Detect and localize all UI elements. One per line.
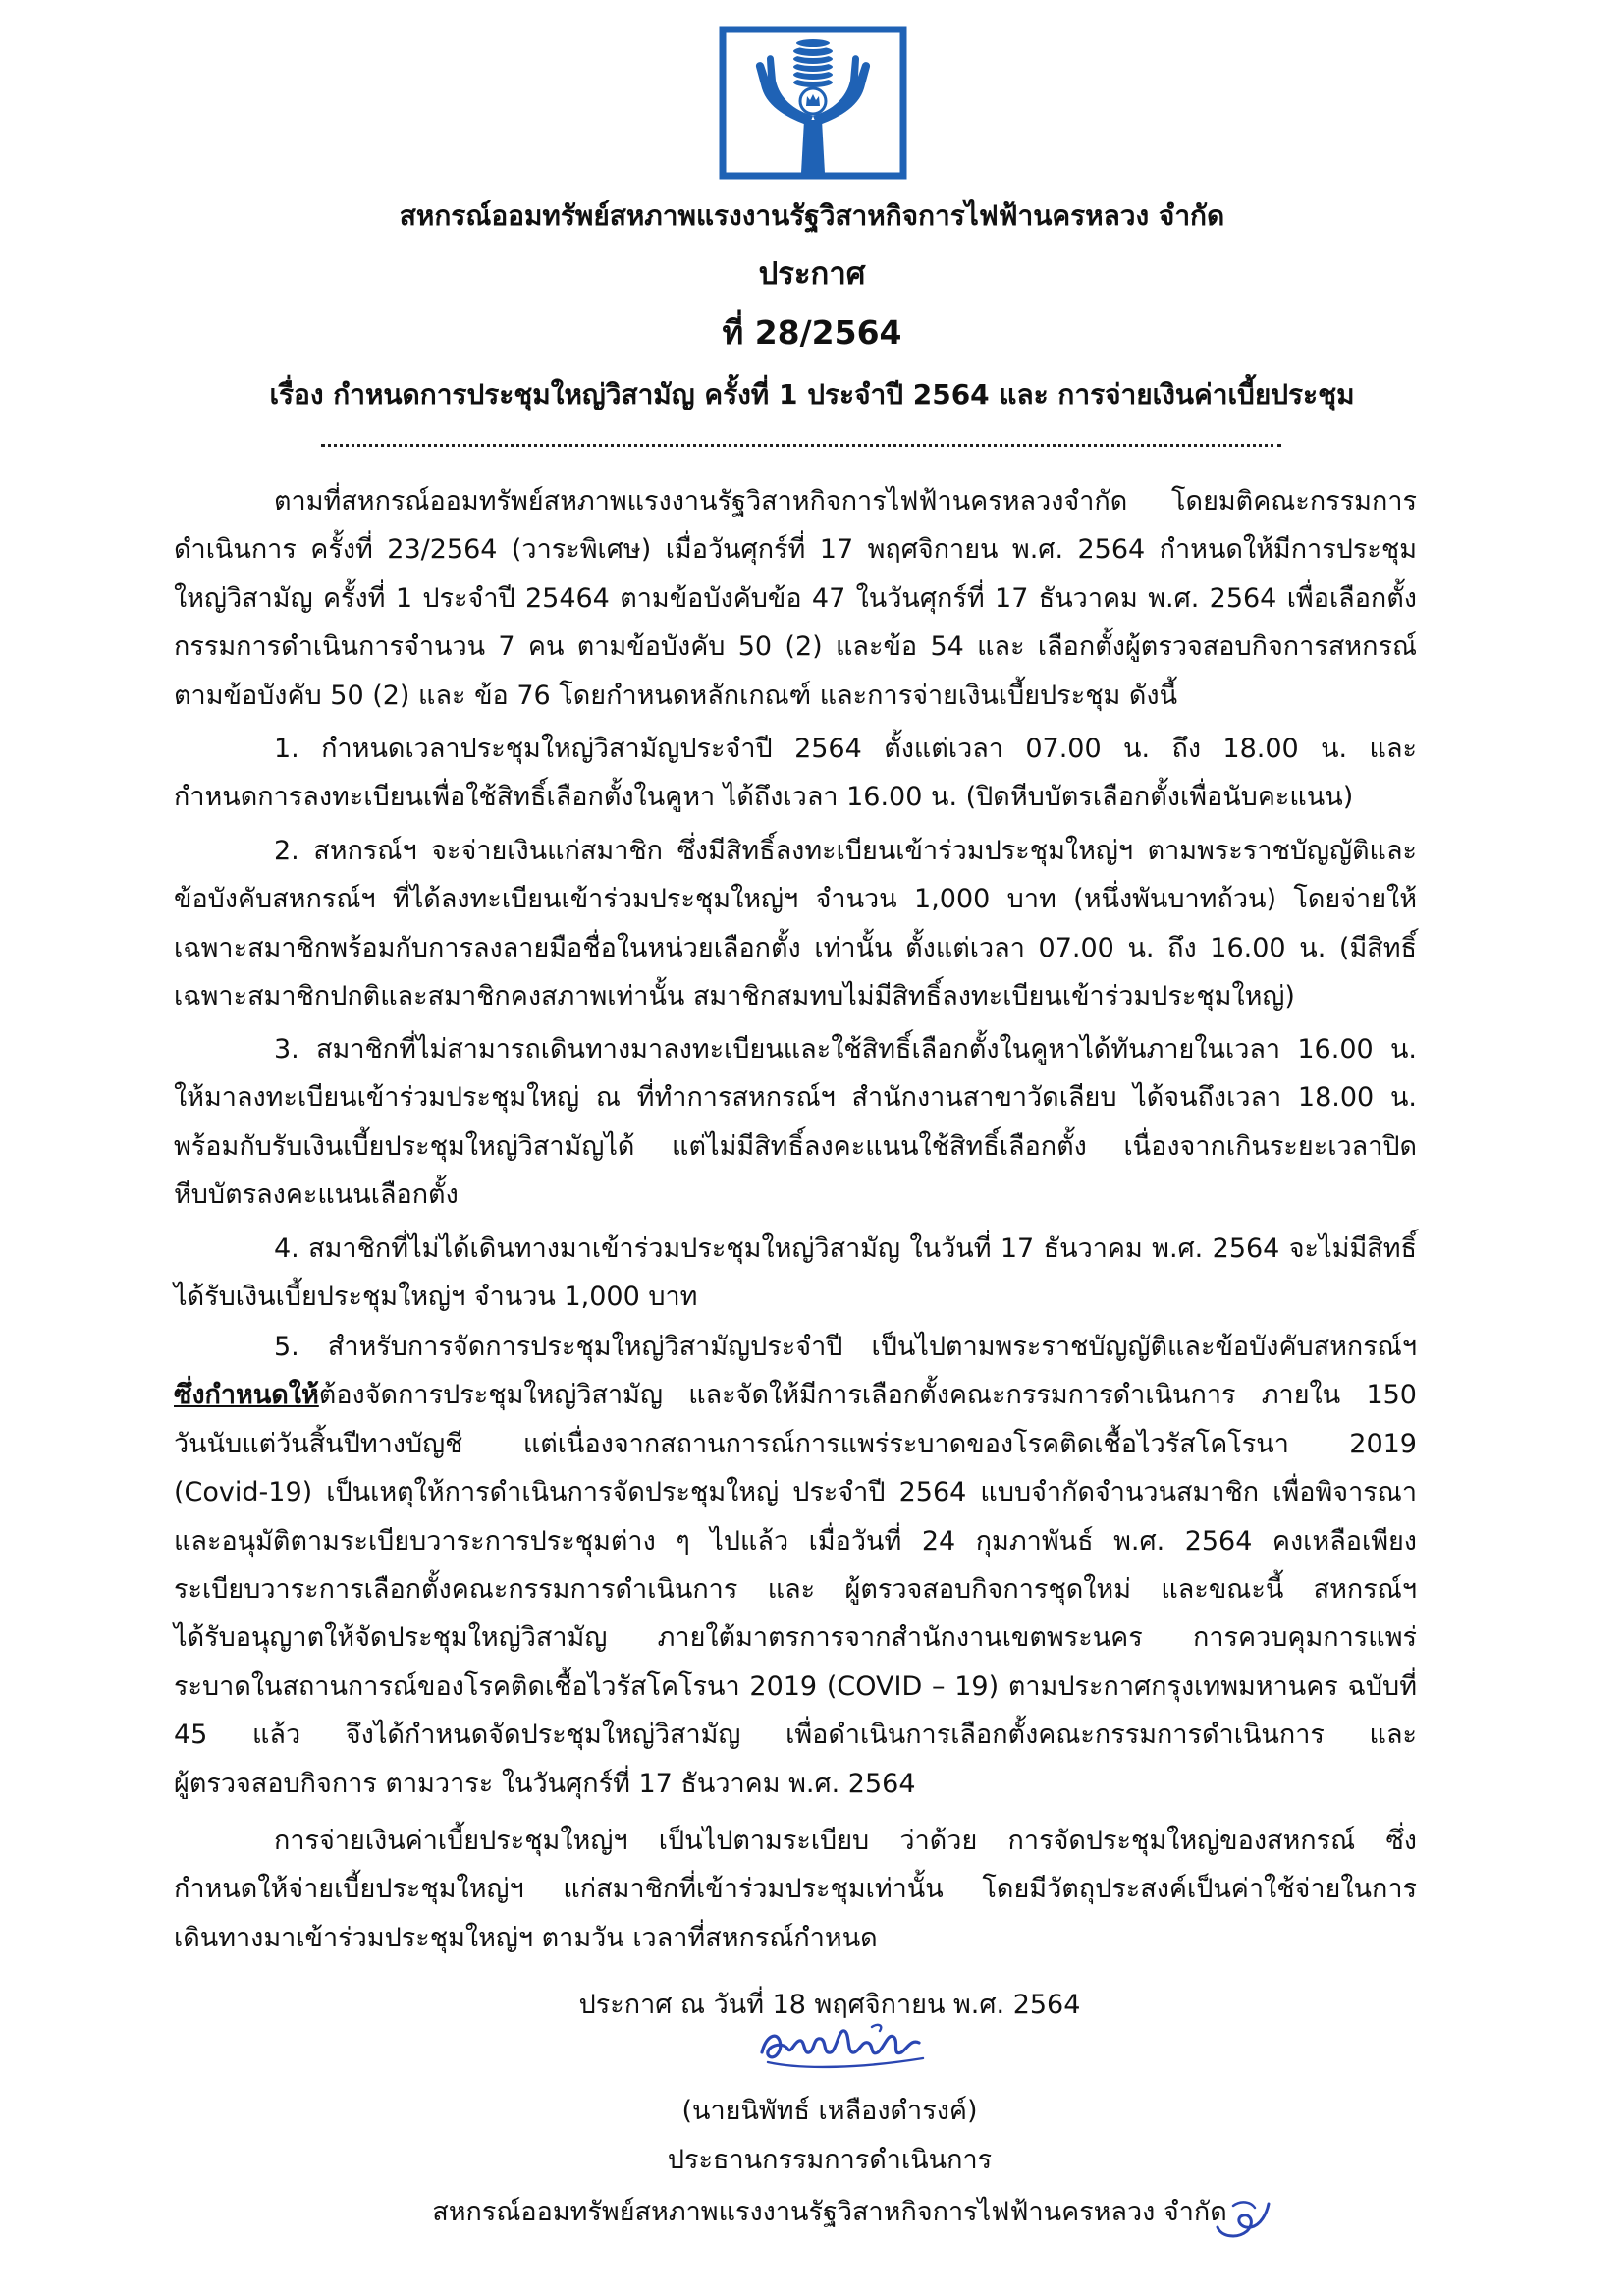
paragraph-line: พร้อมกับรับเงินเบี้ยประชุมใหญ่วิสามัญได้ แต่ไม่มีสิทธิ์ลงคะแนนใช้สิทธิ์เลือกตั้ง เนื่องจากเกินระยะเวลาปิด <box>174 1130 1417 1162</box>
item-2-paragraph <box>174 827 1417 1021</box>
paragraph-line: 5. สำหรับการจัดการประชุมใหญ่วิสามัญประจำปี เป็นไปตามพระราชบัญญัติและข้อบังคับสหกรณ์ฯ <box>274 1332 1417 1362</box>
paragraph-line: การจ่ายเงินค่าเบี้ยประชุมใหญ่ฯ เป็นไปตามระเบียบ ว่าด้วย การจัดประชุมใหญ่ของสหกรณ์ ซึ่ง <box>274 1826 1417 1856</box>
announcement-subject: เรื่อง กำหนดการประชุมใหญ่วิสามัญ ครั้งที่ 1 ประจำปี 2564 และ การจ่ายเงินค่าเบี้ยประชุม <box>269 378 1355 410</box>
item-1-paragraph <box>174 725 1417 822</box>
document-type: ประกาศ <box>758 256 866 292</box>
paragraph-line: วันนับแต่วันสิ้นปีทางบัญชี แต่เนื่องจากสถานการณ์การแพร่ระบาดของโรคติดเชื้อไวรัสโคโรนา 2019 <box>174 1428 1417 1459</box>
item-3-paragraph <box>174 1025 1417 1220</box>
organization-title: สหกรณ์ออมทรัพย์สหภาพแรงงานรัฐวิสาหกิจการไฟฟ้านครหลวง จำกัด <box>399 199 1225 232</box>
paragraph-line: 3. สมาชิกที่ไม่สามารถเดินทางมาลงทะเบียนและใช้สิทธิ์เลือกตั้งในคูหาได้ทันภายในเวลา 16.00 น. <box>274 1034 1417 1065</box>
announcement-date: ประกาศ ณ วันที่ 18 พฤศจิกายน พ.ศ. 2564 <box>578 1990 1081 2020</box>
announcement-number: ที่ 28/2564 <box>722 313 902 352</box>
signer-title: ประธานกรรมการดำเนินการ <box>667 2145 993 2175</box>
emphasized-text: ซึ่งกำหนดให้ <box>174 1380 319 1411</box>
paragraph-line <box>174 1371 1417 1419</box>
handwritten-initial <box>1212 2194 1274 2247</box>
paragraph-line: กำหนดการลงทะเบียนเพื่อใช้สิทธิ์เลือกตั้งในคูหา ได้ถึงเวลา 16.00 น. (ปิดหีบบัตรเลือกตั้งเพื่อนับคะแนน) <box>174 782 1354 813</box>
cooperative-logo-icon <box>719 26 907 180</box>
closing-paragraph <box>174 1817 1417 1962</box>
paragraph-line: 1. กำหนดเวลาประชุมใหญ่วิสามัญประจำปี 2564 ตั้งแต่เวลา 07.00 น. ถึง 18.00 น. และ <box>274 734 1417 764</box>
signer-organization: สหกรณ์ออมทรัพย์สหภาพแรงงานรัฐวิสาหกิจการไฟฟ้านครหลวง จำกัด <box>432 2197 1227 2227</box>
item-4-paragraph <box>174 1225 1417 1322</box>
line-text: ต้องจัดการประชุมใหญ่วิสามัญ และจัดให้มีการเลือกตั้งคณะกรรมการดำเนินการ ภายใน 150 <box>318 1380 1417 1411</box>
intro-paragraph <box>174 477 1417 720</box>
paragraph-line: ระเบียบวาระการเลือกตั้งคณะกรรมการดำเนินการ และ ผู้ตรวจสอบกิจการชุดใหม่ และขณะนี้ สหกรณ์ฯ <box>174 1573 1417 1605</box>
paragraph-line: ข้อบังคับสหกรณ์ฯ ที่ได้ลงทะเบียนเข้าร่วมประชุมใหญ่ฯ จำนวน 1,000 บาท (หนึ่งพันบาทถ้วน) โดยจ่ายให้ <box>174 884 1417 915</box>
paragraph-line: ให้มาลงทะเบียนเข้าร่วมประชุมใหญ่ ณ ที่ทำการสหกรณ์ฯ สำนักงานสาขาวัดเลียบ ได้จนถึงเวลา 18.00 น. <box>174 1082 1417 1114</box>
paragraph-line: เดินทางมาเข้าร่วมประชุมใหญ่ฯ ตามวัน เวลาที่สหกรณ์กำหนด <box>174 1922 878 1953</box>
paragraph-line: เฉพาะสมาชิกปกติและสมาชิกคงสภาพเท่านั้น สมาชิกสมทบไม่มีสิทธิ์ลงทะเบียนเข้าร่วมประชุมใหญ่) <box>174 981 1295 1012</box>
item-5-paragraph <box>174 1323 1417 1808</box>
dotted-separator <box>321 444 1281 447</box>
paragraph-line: ตามข้อบังคับ 50 (2) และ ข้อ 76 โดยกำหนดหลักเกณฑ์ และการจ่ายเงินเบี้ยประชุม ดังนี้ <box>174 680 1178 711</box>
paragraph-line: ตามที่สหกรณ์ออมทรัพย์สหภาพแรงงานรัฐวิสาหกิจการไฟฟ้านครหลวงจำกัด โดยมติคณะกรรมการ <box>274 486 1417 517</box>
paragraph-line: หีบบัตรลงคะแนนเลือกตั้ง <box>174 1179 459 1211</box>
paragraph-line: กำหนดให้จ่ายเบี้ยประชุมใหญ่ฯ แก่สมาชิกที่เข้าร่วมประชุมเท่านั้น โดยมีวัตถุประสงค์เป็นค่าใช้จ่ายในการ <box>174 1874 1417 1905</box>
paragraph-line: เฉพาะสมาชิกพร้อมกับการลงลายมือชื่อในหน่วยเลือกตั้ง เท่านั้น ตั้งแต่เวลา 07.00 น. ถึง 16.00 น. (มีสิทธิ์ <box>174 932 1417 963</box>
signer-name: (นายนิพัทธ์ เหลืองดำรงค์) <box>681 2096 978 2126</box>
paragraph-line: กรรมการดำเนินการจำนวน 7 คน ตามข้อบังคับ 50 (2) และข้อ 54 และ เลือกตั้งผู้ตรวจสอบกิจการสหกรณ์ <box>174 631 1417 663</box>
paragraph-line: และอนุมัติตามระเบียบวาระการประชุมต่าง ๆ ไปแล้ว เมื่อวันที่ 24 กุมภาพันธ์ พ.ศ. 2564 คงเหลือเพียง <box>174 1525 1417 1557</box>
paragraph-line: ดำเนินการ ครั้งที่ 23/2564 (วาระพิเศษ) เมื่อวันศุกร์ที่ 17 พฤศจิกายน พ.ศ. 2564 กำหนดให้มีการประชุม <box>174 534 1417 566</box>
paragraph-line: 4. สมาชิกที่ไม่ได้เดินทางมาเข้าร่วมประชุมใหญ่วิสามัญ ในวันที่ 17 ธันวาคม พ.ศ. 2564 จะไม่มีสิทธิ์ <box>274 1233 1417 1264</box>
paragraph-line: ได้รับอนุญาตให้จัดประชุมใหญ่วิสามัญ ภายใต้มาตรการจากสำนักงานเขตพระนคร การควบคุมการแพร่ <box>174 1622 1417 1654</box>
paragraph-line: ใหญ่วิสามัญ ครั้งที่ 1 ประจำปี 25464 ตามข้อบังคับข้อ 47 ในวันศุกร์ที่ 17 ธันวาคม พ.ศ. 2564 เพื่อเลือกตั้ง <box>174 582 1417 614</box>
paragraph-line: 45 แล้ว จึงได้กำหนดจัดประชุมใหญ่วิสามัญ เพื่อดำเนินการเลือกตั้งคณะกรรมการดำเนินการ และ <box>174 1720 1417 1751</box>
paragraph-line: ระบาดในสถานการณ์ของโรคติดเชื้อไวรัสโคโรนา 2019 (COVID – 19) ตามประกาศกรุงเทพมหานคร ฉบับที่ <box>174 1670 1417 1702</box>
paragraph-line: ได้รับเงินเบี้ยประชุมใหญ่ฯ จำนวน 1,000 บาท <box>174 1282 698 1313</box>
handwritten-signature <box>754 2019 935 2078</box>
paragraph-line: 2. สหกรณ์ฯ จะจ่ายเงินแก่สมาชิก ซึ่งมีสิทธิ์ลงทะเบียนเข้าร่วมประชุมใหญ่ฯ ตามพระราชบัญญัติและ <box>274 836 1417 866</box>
paragraph-line: (Covid-19) เป็นเหตุให้การดำเนินการจัดประชุมใหญ่ ประจำปี 2564 แบบจำกัดจำนวนสมาชิก เพื่อพิจารณา <box>174 1477 1417 1508</box>
paragraph-line: ผู้ตรวจสอบกิจการ ตามวาระ ในวันศุกร์ที่ 17 ธันวาคม พ.ศ. 2564 <box>174 1768 916 1799</box>
